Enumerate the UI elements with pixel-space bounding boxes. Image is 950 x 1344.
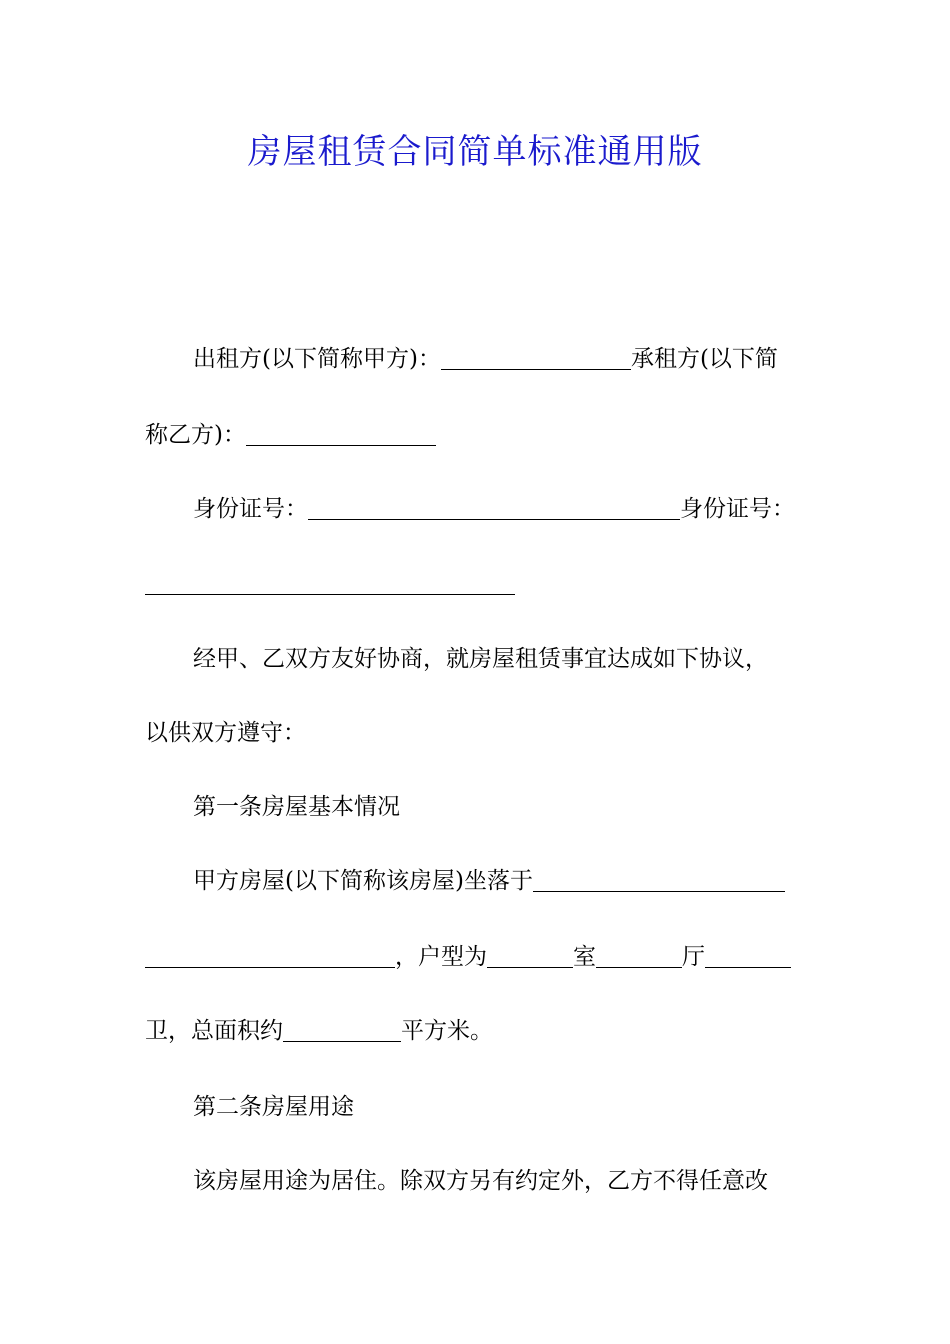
article1-location-line: [145, 864, 858, 898]
house-location-blank-2[interactable]: [145, 943, 395, 968]
hall-label: 厅: [682, 944, 705, 970]
article2-text: 该房屋用途为居住。除双方另有约定外，乙方不得任意改: [193, 1168, 768, 1194]
lessor-line: [145, 342, 858, 376]
lessee-name-blank[interactable]: [246, 421, 436, 446]
lessor-label: 出租方(以下简称甲方)：: [193, 346, 441, 372]
intro-line-2: 以供双方遵守：: [145, 720, 306, 746]
area-blank[interactable]: [283, 1017, 401, 1042]
hall-count-blank[interactable]: [596, 943, 682, 968]
article1-location-label: 甲方房屋(以下简称该房屋)坐落于: [193, 868, 533, 894]
id-line: [145, 492, 858, 526]
lessee-id-label: 身份证号：: [680, 496, 795, 522]
lessee-label-part1: 承租方(以下简: [630, 346, 778, 372]
lessee-label-part2: 称乙方)：: [145, 422, 246, 448]
intro-line-1: 经甲、乙双方友好协商，就房屋租赁事宜达成如下协议，: [193, 646, 768, 672]
bath-count-blank[interactable]: [705, 943, 791, 968]
article2-heading: 第二条房屋用途: [193, 1094, 354, 1120]
lessor-id-label: 身份证号：: [193, 496, 308, 522]
room-count-blank[interactable]: [487, 943, 573, 968]
house-location-blank[interactable]: [533, 867, 785, 892]
lessee-line: [145, 418, 810, 452]
layout-label: ，户型为: [395, 944, 487, 970]
document-title: 房屋租赁合同简单标准通用版: [247, 132, 703, 172]
area-label: 卫，总面积约: [145, 1018, 283, 1044]
article1-area-line: [145, 1014, 810, 1048]
article1-heading: 第一条房屋基本情况: [193, 794, 400, 820]
lessor-name-blank[interactable]: [441, 345, 631, 370]
area-unit: 平方米。: [401, 1018, 493, 1044]
room-label: 室: [573, 944, 596, 970]
article1-layout-line: [145, 940, 810, 974]
lessee-id-blank[interactable]: [145, 594, 515, 595]
lessor-id-blank[interactable]: [308, 495, 680, 520]
